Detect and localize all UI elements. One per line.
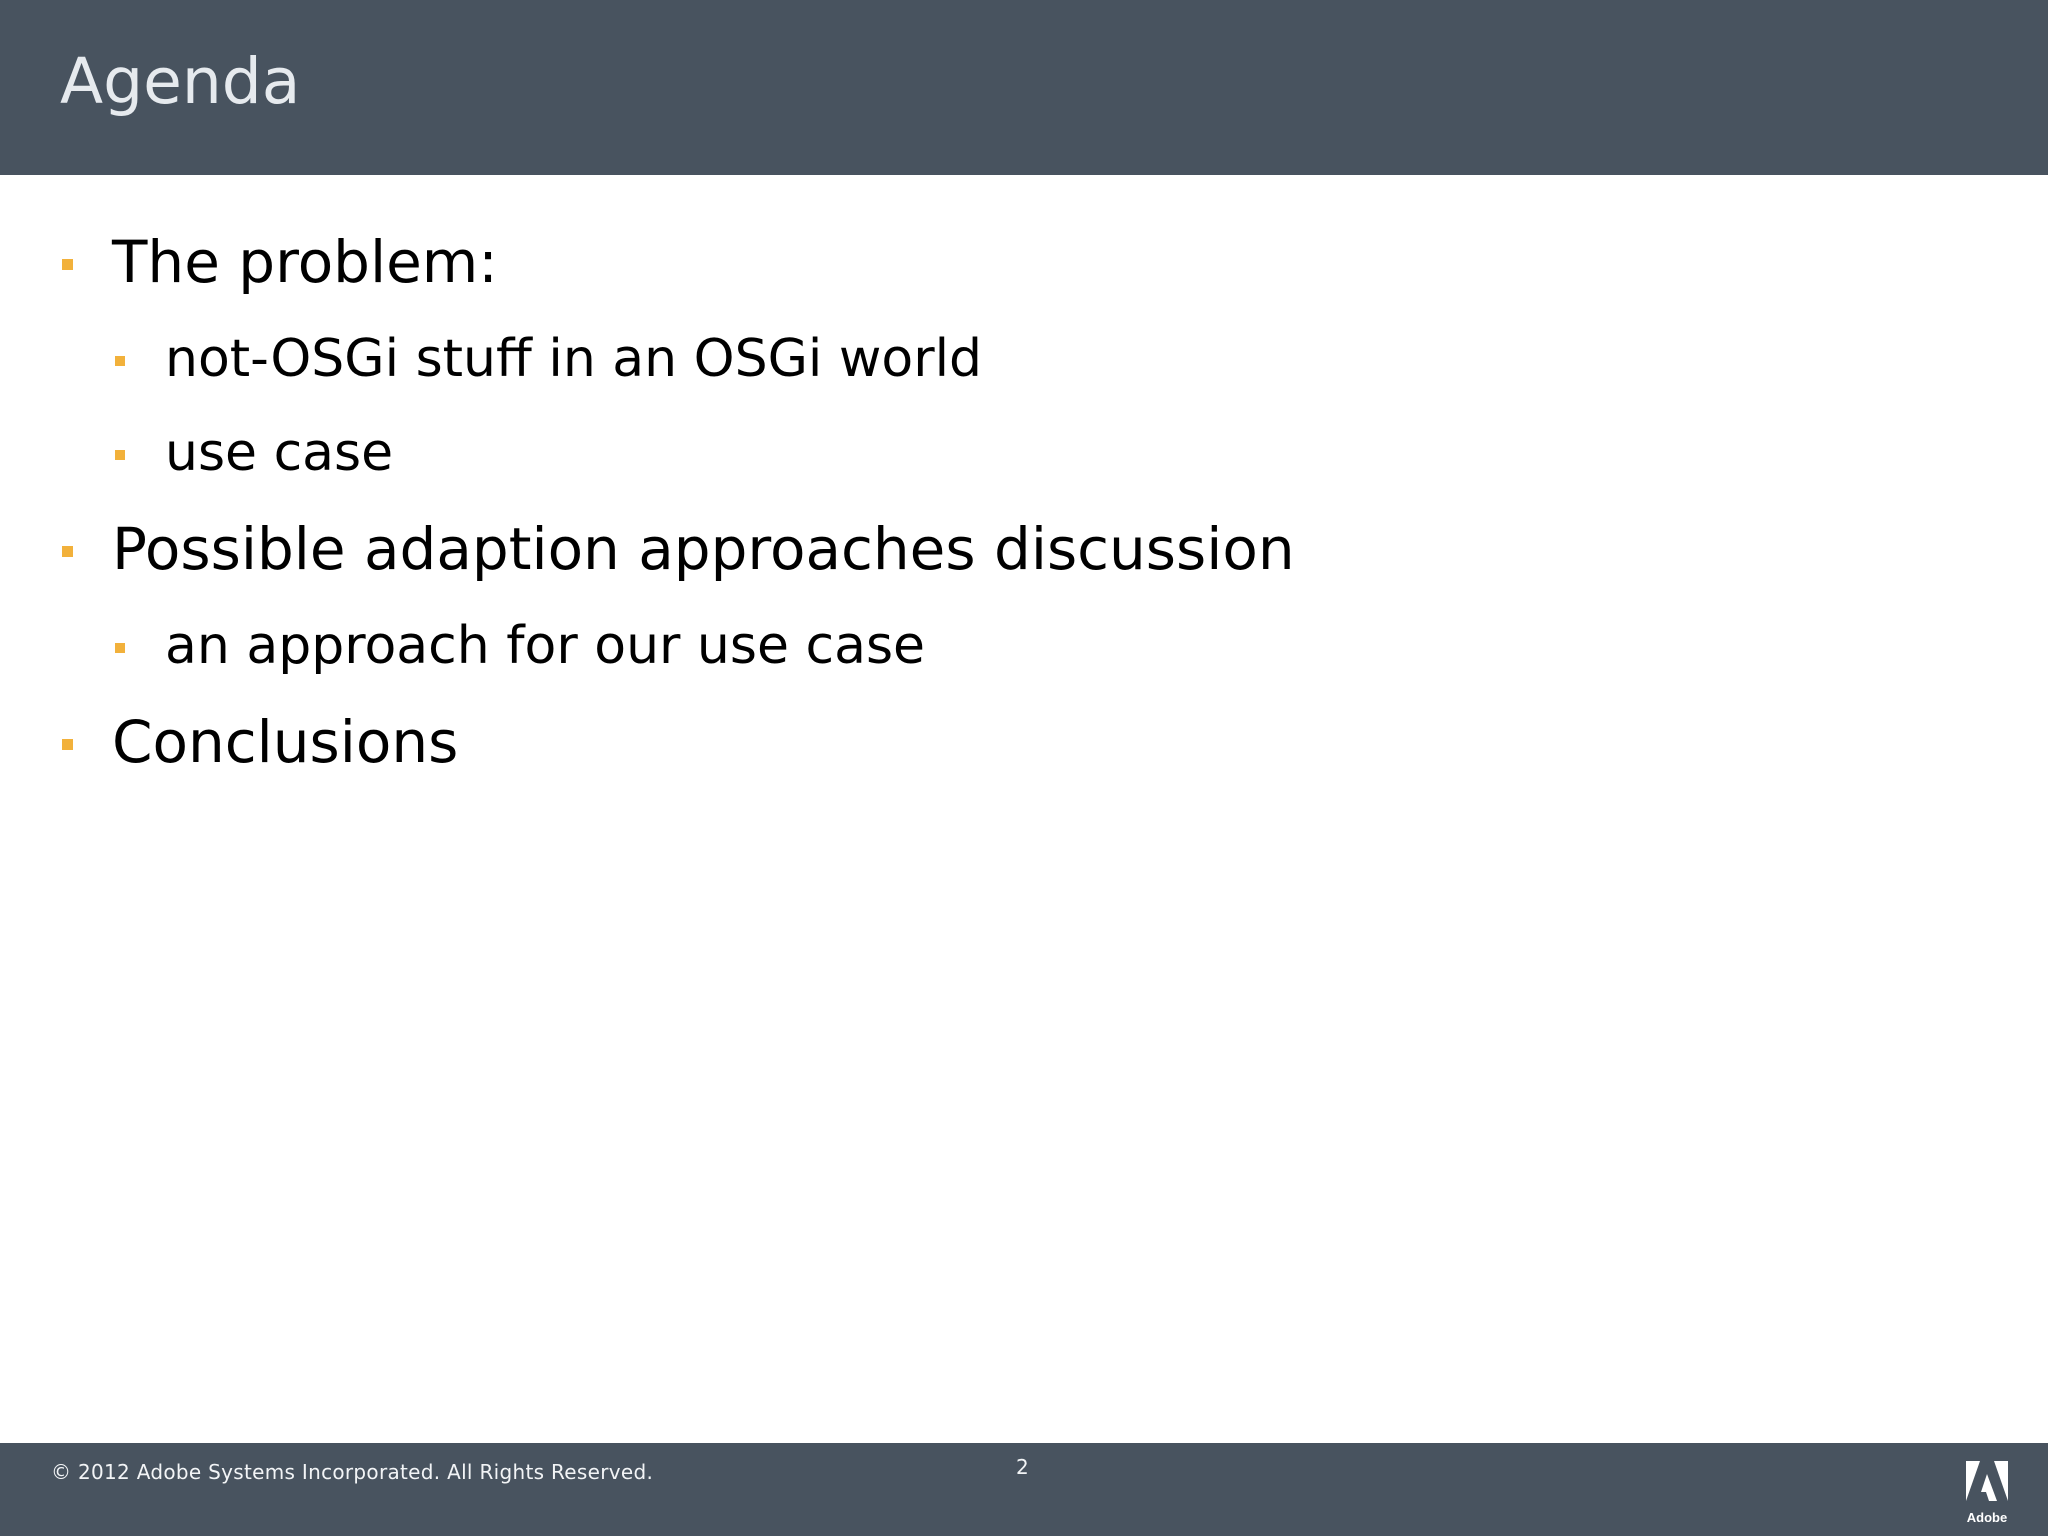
adobe-logo <box>1964 1461 2014 1526</box>
square-bullet-icon <box>62 546 73 557</box>
agenda-item-text: Conclusions <box>112 708 459 776</box>
square-bullet-icon <box>115 643 125 653</box>
agenda-item-adaption-approaches <box>112 515 1295 583</box>
square-bullet-icon <box>115 356 125 366</box>
square-bullet-icon <box>62 259 73 270</box>
agenda-subitem-approach <box>165 616 926 676</box>
page-number: 2 <box>1016 1455 1029 1479</box>
slide-title: Agenda <box>60 45 301 118</box>
square-bullet-icon <box>115 450 125 460</box>
logo-wordmark: Adobe <box>1966 1510 2008 1525</box>
agenda-item-text: Possible adaption approaches discussion <box>112 515 1295 583</box>
agenda-subitem-use-case <box>165 423 394 483</box>
slide-footer <box>0 1443 2048 1536</box>
agenda-subitem-not-osgi <box>165 329 983 389</box>
copyright-notice: © 2012 Adobe Systems Incorporated. All Rights Reserved. <box>51 1460 654 1484</box>
agenda-subitem-text: an approach for our use case <box>165 616 926 676</box>
agenda-item-conclusions <box>112 708 459 776</box>
agenda-item-text: The problem: <box>112 228 498 296</box>
agenda-item-the-problem <box>112 228 498 296</box>
square-bullet-icon <box>62 739 73 750</box>
slide-header <box>0 0 2048 175</box>
agenda-subitem-text: not-OSGi stuff in an OSGi world <box>165 329 983 389</box>
agenda-subitem-text: use case <box>165 423 394 483</box>
